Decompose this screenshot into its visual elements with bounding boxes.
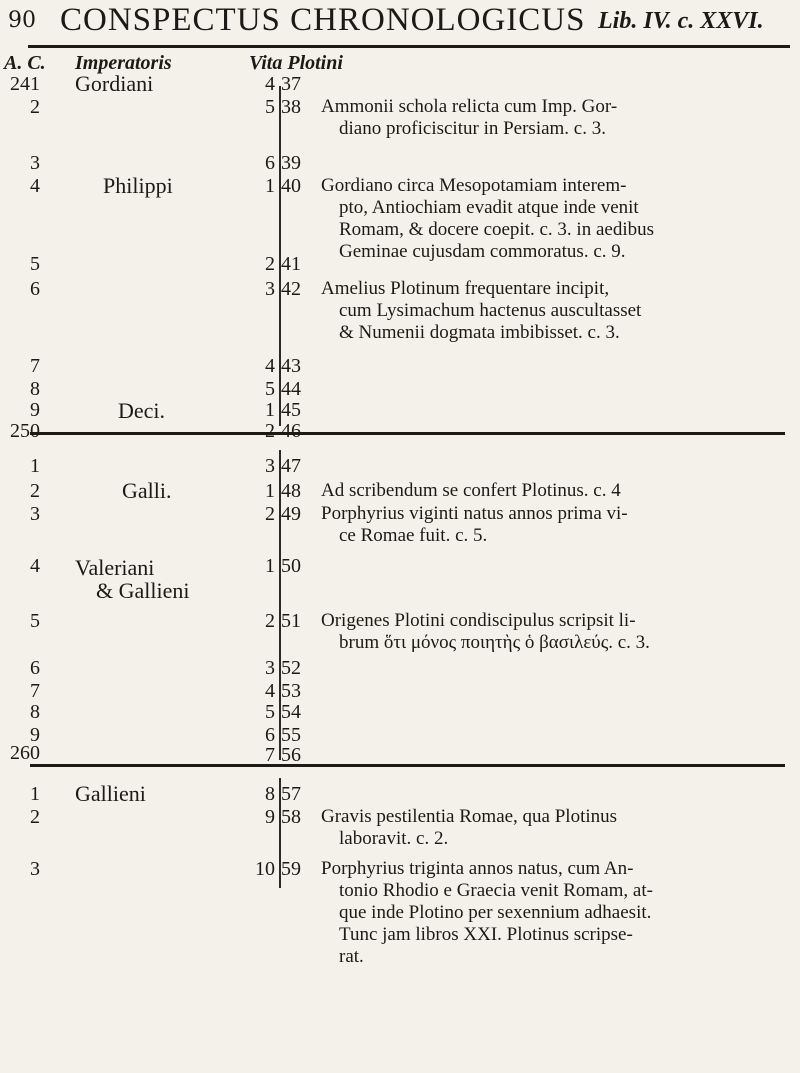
regnal-year-label: 4 xyxy=(265,73,275,95)
regnal-year-label: 6 xyxy=(265,724,275,746)
event-text-line: tonio Rhodio e Graecia venit Romam, at- xyxy=(339,880,653,901)
event-text-line: Origenes Plotini condiscipulus scripsit li- xyxy=(321,610,636,631)
regnal-year-label: 4 xyxy=(265,680,275,702)
regnal-year-label: 7 xyxy=(265,744,275,766)
regnal-year-label: 3 xyxy=(265,657,275,679)
event-text-line: laboravit. c. 2. xyxy=(339,828,449,849)
year-label: 2 xyxy=(30,96,40,118)
regnal-year-label: 8 xyxy=(265,783,275,805)
year-label: 250 xyxy=(10,420,40,442)
year-label: 4 xyxy=(30,555,40,577)
decade-rule-250 xyxy=(30,432,785,435)
vita-year-label: 47 xyxy=(281,455,301,477)
event-text-line: Ad scribendum se confert Plotinus. c. 4 xyxy=(321,480,621,501)
vita-year-label: 41 xyxy=(281,253,301,275)
regnal-year-label: 1 xyxy=(265,175,275,197)
year-label: 8 xyxy=(30,378,40,400)
vita-year-label: 54 xyxy=(281,701,301,723)
column-head-vita: Vita Plotini xyxy=(249,52,343,74)
emperor-name: & Gallieni xyxy=(96,578,190,603)
vita-year-label: 46 xyxy=(281,420,301,442)
regnal-year-label: 5 xyxy=(265,96,275,118)
year-label: 2 xyxy=(30,806,40,828)
event-text-line: rat. xyxy=(339,946,364,967)
event-text-line: diano proficiscitur in Persiam. c. 3. xyxy=(339,118,606,139)
running-title: CONSPECTUS CHRONOLOGICUS xyxy=(60,2,586,38)
event-text-line: Gravis pestilentia Romae, qua Plotinus xyxy=(321,806,618,827)
event-text-line: Amelius Plotinum frequentare incipit, xyxy=(321,278,610,299)
regnal-year-label: 10 xyxy=(255,858,275,880)
event-text-line: cum Lysimachum hactenus auscultasset xyxy=(339,300,642,321)
event-text-line: Gordiano circa Mesopotamiam interem- xyxy=(321,175,627,196)
year-label: 6 xyxy=(30,657,40,679)
emperor-name: Gallieni xyxy=(75,781,146,806)
year-label: 3 xyxy=(30,503,40,525)
event-text-line: & Numenii dogmata imbibisset. c. 3. xyxy=(339,322,620,343)
vita-year-label: 56 xyxy=(281,744,301,766)
column-head-emperors: Imperatoris xyxy=(75,52,172,74)
event-text-line: Porphyrius viginti natus annos prima vi- xyxy=(321,503,628,524)
regnal-year-label: 2 xyxy=(265,610,275,632)
event-text-line: que inde Plotino per sexennium adhaesit. xyxy=(339,902,652,923)
regnal-year-label: 2 xyxy=(265,420,275,442)
year-label: 9 xyxy=(30,724,40,746)
vita-year-label: 57 xyxy=(281,783,301,805)
emperor-name: Gordiani xyxy=(75,71,154,96)
year-label: 2 xyxy=(30,480,40,502)
event-text-line: brum ὅτι μόνος ποιητὴς ὁ βασιλεύς. c. 3. xyxy=(339,632,650,653)
vita-year-label: 53 xyxy=(281,680,301,702)
vita-year-label: 40 xyxy=(281,175,301,197)
vita-year-label: 49 xyxy=(281,503,301,525)
decade-rule-260 xyxy=(30,764,785,767)
year-label: 241 xyxy=(10,73,40,95)
event-text-line: Ammonii schola relicta cum Imp. Gor- xyxy=(321,96,618,117)
vita-year-label: 37 xyxy=(281,73,301,95)
event-text-line: Geminae cujusdam commoratus. c. 9. xyxy=(339,241,626,262)
regnal-year-label: 6 xyxy=(265,152,275,174)
column-head-years: A. C. xyxy=(4,52,46,74)
vita-year-label: 43 xyxy=(281,355,301,377)
regnal-year-label: 4 xyxy=(265,355,275,377)
year-label: 5 xyxy=(30,610,40,632)
event-text-line: Porphyrius triginta annos natus, cum An- xyxy=(321,858,634,879)
vita-year-label: 38 xyxy=(281,96,301,118)
page-number: 90 xyxy=(8,8,36,33)
regnal-year-label: 2 xyxy=(265,503,275,525)
year-label: 260 xyxy=(10,742,40,764)
event-text-line: Romam, & docere coepit. c. 3. in aedibus xyxy=(339,219,654,240)
book-chapter-reference: Lib. IV. c. XXVI. xyxy=(598,8,764,34)
regnal-year-label: 1 xyxy=(265,480,275,502)
year-label: 1 xyxy=(30,783,40,805)
vita-year-label: 55 xyxy=(281,724,301,746)
vita-year-label: 59 xyxy=(281,858,301,880)
year-label: 9 xyxy=(30,399,40,421)
event-text-line: ce Romae fuit. c. 5. xyxy=(339,525,488,546)
vita-year-label: 52 xyxy=(281,657,301,679)
year-label: 1 xyxy=(30,455,40,477)
regnal-year-label: 5 xyxy=(265,701,275,723)
vita-year-label: 51 xyxy=(281,610,301,632)
regnal-year-label: 3 xyxy=(265,455,275,477)
vita-year-label: 50 xyxy=(281,555,301,577)
emperor-name: Valeriani xyxy=(75,555,155,580)
regnal-year-label: 9 xyxy=(265,806,275,828)
vita-year-label: 58 xyxy=(281,806,301,828)
event-text-line: pto, Antiochiam evadit atque inde venit xyxy=(339,197,639,218)
vita-year-label: 42 xyxy=(281,278,301,300)
vita-year-label: 45 xyxy=(281,399,301,421)
emperor-name: Galli. xyxy=(122,478,172,503)
regnal-year-label: 1 xyxy=(265,399,275,421)
year-label: 5 xyxy=(30,253,40,275)
year-label: 4 xyxy=(30,175,40,197)
event-text-line: Tunc jam libros XXI. Plotinus scripse- xyxy=(339,924,633,945)
vita-year-label: 39 xyxy=(281,152,301,174)
regnal-year-label: 5 xyxy=(265,378,275,400)
year-label: 3 xyxy=(30,858,40,880)
year-label: 6 xyxy=(30,278,40,300)
emperor-name: Deci. xyxy=(118,398,166,423)
year-label: 7 xyxy=(30,355,40,377)
year-label: 7 xyxy=(30,680,40,702)
regnal-year-label: 2 xyxy=(265,253,275,275)
year-label: 8 xyxy=(30,701,40,723)
year-label: 3 xyxy=(30,152,40,174)
vita-year-label: 48 xyxy=(281,480,301,502)
vita-year-label: 44 xyxy=(281,378,301,400)
emperor-name: Philippi xyxy=(103,173,173,198)
regnal-year-label: 3 xyxy=(265,278,275,300)
regnal-year-label: 1 xyxy=(265,555,275,577)
header-rule xyxy=(28,45,790,48)
